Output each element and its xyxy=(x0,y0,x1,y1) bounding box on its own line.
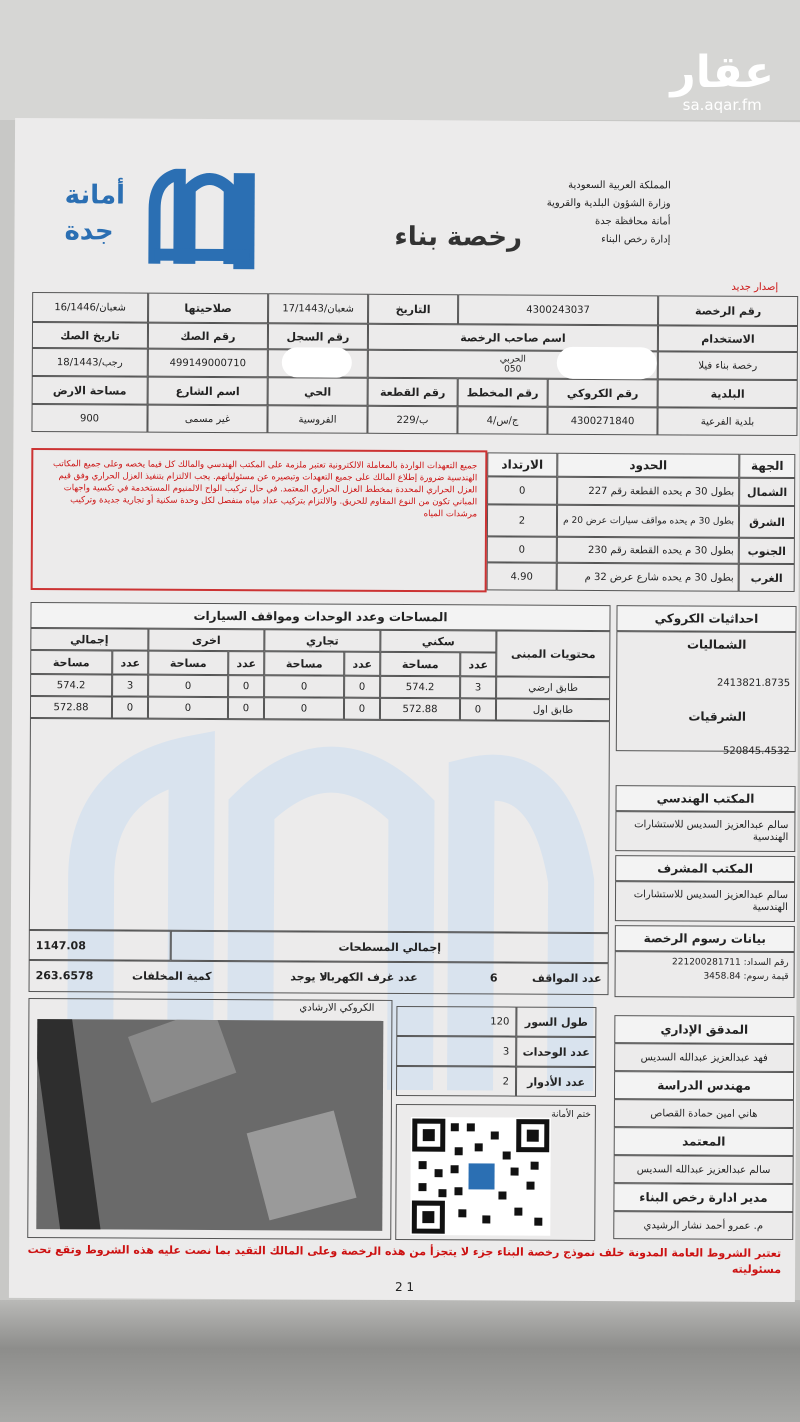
fees-bill xyxy=(672,957,789,968)
jeddah-logo xyxy=(54,168,255,269)
fees-value xyxy=(703,972,788,982)
com-count-header: عدد xyxy=(344,652,380,676)
north-value: 2413821.8735 xyxy=(716,677,791,690)
eng-office-value: سالم عبدالعزيز السديس للاستشارات الهندسية xyxy=(615,811,795,852)
usage-value: رخصة بناء فيلا xyxy=(658,351,798,380)
areas-contents-header: محتويات المبنى xyxy=(496,630,610,677)
floor-name: طابق ارضي xyxy=(496,676,610,699)
issue-type: إصدار جديد xyxy=(731,281,779,293)
res-area-header: مساحة xyxy=(380,652,460,676)
license-no-label: رقم الرخصة xyxy=(658,295,798,326)
aqar-logo-text: عقار xyxy=(670,47,774,98)
director-title: مدير ادارة رخص البناء xyxy=(613,1183,793,1212)
oth-count-header: عدد xyxy=(228,651,264,675)
fence-label: طول السور xyxy=(516,1007,596,1037)
plan-label: رقم المخطط xyxy=(458,378,548,406)
bound-dir-south: الجنوب xyxy=(739,538,795,564)
bound-dir-east: الشرق xyxy=(739,506,795,538)
notes-box xyxy=(31,448,488,592)
aqar-watermark xyxy=(670,47,774,114)
bound-limit-north: بطول 30 م يحده القطعة رقم 227 xyxy=(557,477,739,506)
owner-phone-partial: 050 xyxy=(504,364,522,375)
floor-res-area: 572.88 xyxy=(380,698,460,720)
east-label: الشرقيات xyxy=(688,709,747,724)
gov-line-3: أمانة محافظة جدة xyxy=(594,215,671,228)
deed-no-label: رقم الصك xyxy=(148,323,268,350)
floor-oth-count: 0 xyxy=(228,675,264,697)
bounds-limits-header: الحدود xyxy=(557,453,739,478)
bound-setback-west: 4.90 xyxy=(487,562,557,590)
municipality-value: بلدية الفرعية xyxy=(657,407,797,436)
units-value: 3 xyxy=(396,1036,516,1067)
bound-dir-north: الشمال xyxy=(739,478,795,506)
kroki-map xyxy=(36,1019,383,1231)
areas-title: المساحات وعدد الوحدات ومواقف السيارات xyxy=(30,602,610,631)
gov-line-4: إدارة رخص البناء xyxy=(601,234,671,246)
floor-com-count: 0 xyxy=(344,676,380,698)
electric-rooms-value: لا يوجد xyxy=(290,970,328,984)
areas-blank-area xyxy=(29,718,610,933)
study-engineer-title: مهندس الدراسة xyxy=(614,1071,794,1100)
municipality-label: البلدية xyxy=(658,379,798,408)
group-commercial: تجاري xyxy=(264,629,380,652)
floor-oth-area: 0 xyxy=(148,697,228,719)
floor-res-area: 574.2 xyxy=(380,676,460,698)
floor-tot-area: 572.88 xyxy=(30,696,112,718)
floor-res-count: 0 xyxy=(460,698,496,720)
oth-area-header: مساحة xyxy=(148,651,228,675)
qr-code-icon xyxy=(410,1117,551,1236)
parking-label: عدد المواقف xyxy=(531,971,602,986)
plot-value: 229/ب xyxy=(367,406,457,434)
kroki-label: الكروكي الارشادي xyxy=(299,1002,375,1014)
license-document xyxy=(9,118,800,1302)
units-label: عدد الوحدات xyxy=(516,1037,596,1067)
group-total: إجمالي xyxy=(30,628,148,651)
info-table xyxy=(31,292,798,436)
validity-label: صلاحيتها xyxy=(148,293,268,324)
floor-com-area: 0 xyxy=(264,675,344,697)
street-value: غير مسمى xyxy=(147,405,267,434)
deed-no: 499149000710 xyxy=(148,349,268,378)
group-other: اخرى xyxy=(148,629,264,652)
res-count-header: عدد xyxy=(460,652,496,676)
bounds-setback-header: الارتداد xyxy=(487,452,557,476)
audit-column xyxy=(613,1015,794,1242)
deed-date: 18/رجب/1443 xyxy=(32,348,148,377)
fees-bill-label: رقم السداد: xyxy=(743,957,789,969)
district-label: الحي xyxy=(268,377,368,406)
tot-area-header: مساحة xyxy=(30,650,112,674)
owner-name-partial: الحربي xyxy=(499,354,526,365)
bound-dir-west: الغرب xyxy=(739,564,795,592)
aqar-site: sa.aqar.fm xyxy=(682,96,762,114)
floor-name: طابق اول xyxy=(496,698,610,721)
floor-com-area: 0 xyxy=(264,697,344,719)
date-value: 17/شعبان/1443 xyxy=(268,293,368,324)
eng-office-title: المكتب الهندسي xyxy=(615,785,795,812)
date-label: التاريخ xyxy=(368,294,458,324)
kroki-value: 4300271840 xyxy=(547,407,657,436)
gov-line-1: المملكة العربية السعودية xyxy=(568,179,671,192)
bound-setback-south: 0 xyxy=(487,536,557,562)
bound-limit-south: بطول 30 م يحده القطعة رقم 230 xyxy=(557,537,739,564)
government-header xyxy=(547,177,671,250)
redaction-owner xyxy=(557,347,657,380)
fence-value: 120 xyxy=(396,1006,516,1037)
plot-label: رقم القطعة xyxy=(368,378,458,406)
page-title: رخصة بناء xyxy=(394,221,523,253)
floors-label: عدد الأدوار xyxy=(516,1067,596,1097)
parking-value: 6 xyxy=(489,971,498,985)
fees-title: بيانات رسوم الرخصة xyxy=(615,925,795,952)
north-label: الشماليات xyxy=(686,637,747,652)
map-building-b xyxy=(247,1111,357,1221)
page-number: 2 1 xyxy=(394,1279,415,1295)
jeddah-logo-mark-icon xyxy=(144,169,255,270)
stamp-box xyxy=(395,1104,596,1241)
approver-name: سالم عبدالعزيز عبدالله السديس xyxy=(614,1155,794,1184)
sup-office-value: سالم عبدالعزيز السديس للاستشارات الهندسية xyxy=(615,881,795,922)
bound-limit-east: بطول 30 م يحده مواقف سيارات عرض 20 م xyxy=(557,505,739,538)
bound-setback-east: 2 xyxy=(487,504,557,536)
total-area-label: إجمالي المسطحات xyxy=(171,931,609,963)
notes-text: جميع التعهدات الواردة بالمعاملة الالكترونية تعتبر ملزمة على المكتب الهندسي والمالك كل فيما يخصه وعلى جميع المكاتب الهندسية ضرورة إطلاع المالك على جميع التعهدات وتبصيره عن مسئولياتهم. يجب الالتزام بتنفيذ العزل الحراري وفق قيم العزل الحراري المحددة بمخطط العزل الحراري المعتمد. في حال تركيب الواح الالمنيوم المستخدمة في تكسية واجهات المباني تكون من النوع المقاوم للحريق. والالتزام بتركيب عداد مياه منفصل لكل وحدة سكنية أو تجارية جديدة وتركيب مرشدات المياه xyxy=(53,459,478,520)
floor-oth-area: 0 xyxy=(148,675,228,697)
floor-tot-count: 0 xyxy=(112,696,148,718)
floor-oth-count: 0 xyxy=(228,697,264,719)
auditor-name: فهد عبدالعزيز عبدالله السديس xyxy=(614,1043,794,1072)
logo-text-amana: أمانة xyxy=(64,180,126,211)
kroki-box xyxy=(27,998,392,1240)
plan-value: 4/ج/س xyxy=(457,406,547,434)
coords-title: احداثيات الكروكي xyxy=(616,605,796,632)
floor-com-count: 0 xyxy=(344,698,380,720)
district-value: الفروسية xyxy=(267,405,367,434)
registry-label: رقم السجل xyxy=(268,323,368,350)
gov-line-2: وزارة الشؤون البلدية والقروية xyxy=(546,197,671,210)
background-bottom xyxy=(0,1300,800,1422)
usage-label: الاستخدام xyxy=(658,325,798,352)
fees-value-amount: 3458.84 xyxy=(703,971,741,982)
stamp-label: ختم الأمانة xyxy=(551,1109,591,1120)
bound-setback-north: 0 xyxy=(487,476,557,504)
total-area-value: 1147.08 xyxy=(29,930,171,961)
bound-limit-west: بطول 30 م يحده شارع عرض 32 م xyxy=(557,563,739,592)
group-residential: سكني xyxy=(380,630,496,653)
area-label: مساحة الارض xyxy=(32,376,148,405)
floors-value: 2 xyxy=(396,1066,516,1097)
approver-title: المعتمد xyxy=(614,1127,794,1156)
map-building-a xyxy=(128,1019,236,1103)
deed-date-label: تاريخ الصك xyxy=(32,322,148,349)
lower-stats xyxy=(396,1006,596,1099)
electric-rooms-label: عدد غرف الكهرباء xyxy=(320,970,418,985)
debris-value: 263.6578 xyxy=(35,969,94,983)
sup-office-title: المكتب المشرف xyxy=(615,855,795,882)
fees-bill-value: 221200281711 xyxy=(672,957,741,968)
area-value: 900 xyxy=(31,404,147,433)
fees-value-label: قيمة رسوم: xyxy=(743,971,789,983)
areas-table xyxy=(30,602,611,721)
license-no: 4300243037 xyxy=(458,294,658,325)
floor-res-count: 3 xyxy=(460,676,496,698)
auditor-title: المدقق الإداري xyxy=(614,1015,794,1044)
debris-label: كمية المخلفات xyxy=(132,969,212,983)
right-column xyxy=(614,605,796,1018)
floor-tot-count: 3 xyxy=(112,674,148,696)
floor-tot-area: 574.2 xyxy=(30,674,112,696)
kroki-label: رقم الكروكي xyxy=(548,379,658,408)
tot-count-header: عدد xyxy=(112,650,148,674)
owner-label: اسم صاحب الرخصة xyxy=(368,324,658,352)
bounds-table xyxy=(487,452,796,592)
qr-pattern xyxy=(410,1117,551,1236)
street-label: اسم الشارع xyxy=(148,377,268,406)
bounds-dir-header: الجهة xyxy=(739,454,795,478)
map-road xyxy=(36,1019,104,1231)
validity-value: 16/شعبان/1446 xyxy=(32,292,148,323)
director-name: م. عمرو أحمد نشار الرشيدي xyxy=(613,1211,793,1240)
east-value: 520845.4532 xyxy=(722,745,790,758)
footer-warning: تعتبر الشروط العامة المدونة خلف نموذج رخصة البناء جزء لا يتجزأ من هذه الرخصة وعلى المالك التقيد بما نصت عليه هذه الشروط وتقع تحت مسئوليته xyxy=(27,1243,782,1276)
logo-text-jeddah: جدة xyxy=(64,216,114,247)
com-area-header: مساحة xyxy=(264,651,344,675)
summary-row xyxy=(29,960,609,995)
study-engineer-name: هاني امين حمادة القصاص xyxy=(614,1099,794,1128)
redaction-registry xyxy=(282,347,352,377)
